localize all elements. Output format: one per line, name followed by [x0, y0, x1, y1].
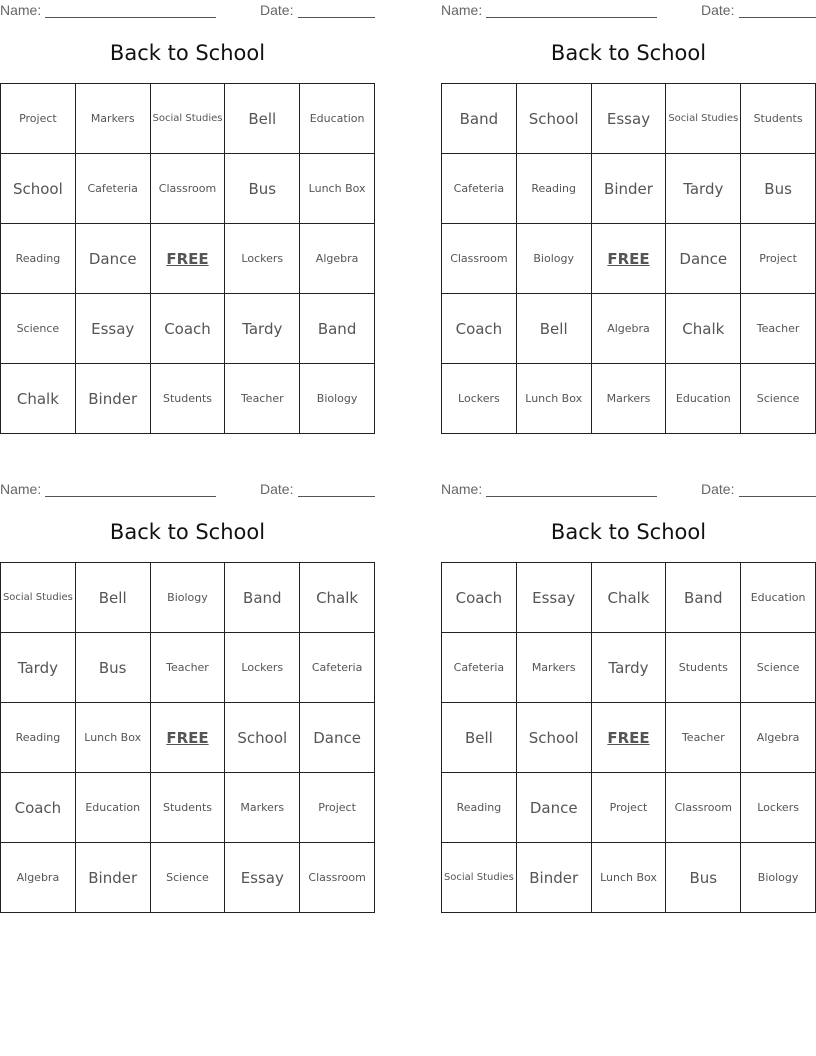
bingo-cell: Lockers [225, 224, 300, 294]
bingo-cell: Binder [76, 364, 151, 434]
bingo-cell: Biology [151, 563, 226, 633]
name-label: Name: [441, 2, 483, 18]
bingo-cell: Lockers [741, 773, 816, 843]
bingo-cell: Chalk [592, 563, 667, 633]
free-space-cell: FREE [592, 224, 667, 294]
bingo-cell: Algebra [1, 843, 76, 913]
bingo-cell: Bell [225, 84, 300, 154]
bingo-cell: Algebra [592, 294, 667, 364]
bingo-cell: Students [741, 84, 816, 154]
bingo-cell: Bell [442, 703, 517, 773]
bingo-card [0, 479, 375, 919]
bingo-cell: Band [666, 563, 741, 633]
name-date-row [0, 481, 375, 499]
bingo-cell: School [517, 84, 592, 154]
bingo-cell: Social Studies [442, 843, 517, 913]
bingo-cell: Biology [517, 224, 592, 294]
bingo-cell: Social Studies [666, 84, 741, 154]
date-blank-line [298, 17, 375, 18]
bingo-cell: Tardy [592, 633, 667, 703]
bingo-cell: Chalk [1, 364, 76, 434]
date-blank-line [739, 17, 816, 18]
bingo-cell: Project [1, 84, 76, 154]
bingo-grid [0, 562, 375, 913]
bingo-cell: Project [741, 224, 816, 294]
bingo-cell: Lockers [442, 364, 517, 434]
bingo-cell: Bus [76, 633, 151, 703]
bingo-cell: Science [1, 294, 76, 364]
bingo-cell: Markers [76, 84, 151, 154]
bingo-cell: Lockers [225, 633, 300, 703]
bingo-cell: Tardy [666, 154, 741, 224]
bingo-cell: Science [151, 843, 226, 913]
bingo-cell: Science [741, 364, 816, 434]
bingo-cell: Classroom [151, 154, 226, 224]
bingo-cell: Classroom [442, 224, 517, 294]
name-label: Name: [0, 2, 42, 18]
bingo-cell: Lunch Box [300, 154, 375, 224]
bingo-cell: Coach [151, 294, 226, 364]
bingo-cell: Dance [76, 224, 151, 294]
bingo-cell: Teacher [666, 703, 741, 773]
bingo-cell: Binder [76, 843, 151, 913]
bingo-cell: School [1, 154, 76, 224]
name-date-row [0, 2, 375, 20]
bingo-cell: Coach [442, 294, 517, 364]
bingo-cell: Bell [76, 563, 151, 633]
bingo-cell: Essay [592, 84, 667, 154]
bingo-cell: Essay [76, 294, 151, 364]
date-blank-line [739, 496, 816, 497]
bingo-cell: Bus [666, 843, 741, 913]
bingo-grid [441, 562, 816, 913]
bingo-cell: Social Studies [151, 84, 226, 154]
bingo-cell: Education [76, 773, 151, 843]
bingo-cell: Science [741, 633, 816, 703]
bingo-cell: Bell [517, 294, 592, 364]
bingo-cell: Dance [666, 224, 741, 294]
bingo-cell: Bus [225, 154, 300, 224]
bingo-cell: Cafeteria [442, 154, 517, 224]
bingo-card [441, 0, 816, 440]
bingo-cell: Biology [300, 364, 375, 434]
bingo-cell: Essay [225, 843, 300, 913]
bingo-cell: Tardy [1, 633, 76, 703]
bingo-cell: Education [666, 364, 741, 434]
bingo-cell: Project [592, 773, 667, 843]
bingo-cell: Band [300, 294, 375, 364]
card-title: Back to School [550, 520, 707, 544]
bingo-cell: Reading [1, 703, 76, 773]
bingo-cell: Algebra [741, 703, 816, 773]
bingo-cell: Education [741, 563, 816, 633]
date-label: Date: [260, 2, 294, 18]
bingo-cell: Social Studies [1, 563, 76, 633]
bingo-cell: Students [666, 633, 741, 703]
bingo-cell: Binder [517, 843, 592, 913]
bingo-cell: Dance [517, 773, 592, 843]
bingo-cell: Band [442, 84, 517, 154]
bingo-cell: Bus [741, 154, 816, 224]
bingo-cell: Project [300, 773, 375, 843]
bingo-cell: Biology [741, 843, 816, 913]
bingo-card [0, 0, 375, 440]
bingo-card [441, 479, 816, 919]
name-label: Name: [0, 481, 42, 497]
bingo-cell: Lunch Box [592, 843, 667, 913]
date-label: Date: [701, 481, 735, 497]
bingo-cell: Teacher [225, 364, 300, 434]
free-space-cell: FREE [151, 224, 226, 294]
bingo-cell: Coach [442, 563, 517, 633]
bingo-cell: Lunch Box [517, 364, 592, 434]
free-space-cell: FREE [592, 703, 667, 773]
bingo-cell: Students [151, 773, 226, 843]
bingo-cell: Tardy [225, 294, 300, 364]
bingo-cell: Markers [517, 633, 592, 703]
name-blank-line [486, 17, 657, 18]
card-title: Back to School [550, 41, 707, 65]
bingo-cell: School [225, 703, 300, 773]
bingo-cell: Teacher [741, 294, 816, 364]
bingo-cell: Markers [592, 364, 667, 434]
bingo-cell: Students [151, 364, 226, 434]
bingo-cell: Teacher [151, 633, 226, 703]
bingo-cell: Chalk [300, 563, 375, 633]
bingo-cell: Binder [592, 154, 667, 224]
date-label: Date: [260, 481, 294, 497]
bingo-cell: Lunch Box [76, 703, 151, 773]
name-blank-line [486, 496, 657, 497]
bingo-cell: School [517, 703, 592, 773]
card-title: Back to School [109, 520, 266, 544]
bingo-cell: Dance [300, 703, 375, 773]
bingo-cell: Chalk [666, 294, 741, 364]
bingo-cell: Classroom [300, 843, 375, 913]
bingo-cell: Reading [442, 773, 517, 843]
name-blank-line [45, 496, 216, 497]
name-date-row [441, 481, 816, 499]
name-label: Name: [441, 481, 483, 497]
bingo-cell: Reading [517, 154, 592, 224]
bingo-grid [0, 83, 375, 434]
bingo-cell: Algebra [300, 224, 375, 294]
bingo-cell: Cafeteria [442, 633, 517, 703]
date-label: Date: [701, 2, 735, 18]
bingo-cell: Cafeteria [76, 154, 151, 224]
bingo-cell: Classroom [666, 773, 741, 843]
bingo-cell: Markers [225, 773, 300, 843]
bingo-cell: Reading [1, 224, 76, 294]
bingo-cell: Coach [1, 773, 76, 843]
bingo-cell: Education [300, 84, 375, 154]
free-space-cell: FREE [151, 703, 226, 773]
name-blank-line [45, 17, 216, 18]
card-title: Back to School [109, 41, 266, 65]
name-date-row [441, 2, 816, 20]
bingo-cell: Cafeteria [300, 633, 375, 703]
date-blank-line [298, 496, 375, 497]
bingo-cell: Essay [517, 563, 592, 633]
bingo-grid [441, 83, 816, 434]
bingo-cell: Band [225, 563, 300, 633]
